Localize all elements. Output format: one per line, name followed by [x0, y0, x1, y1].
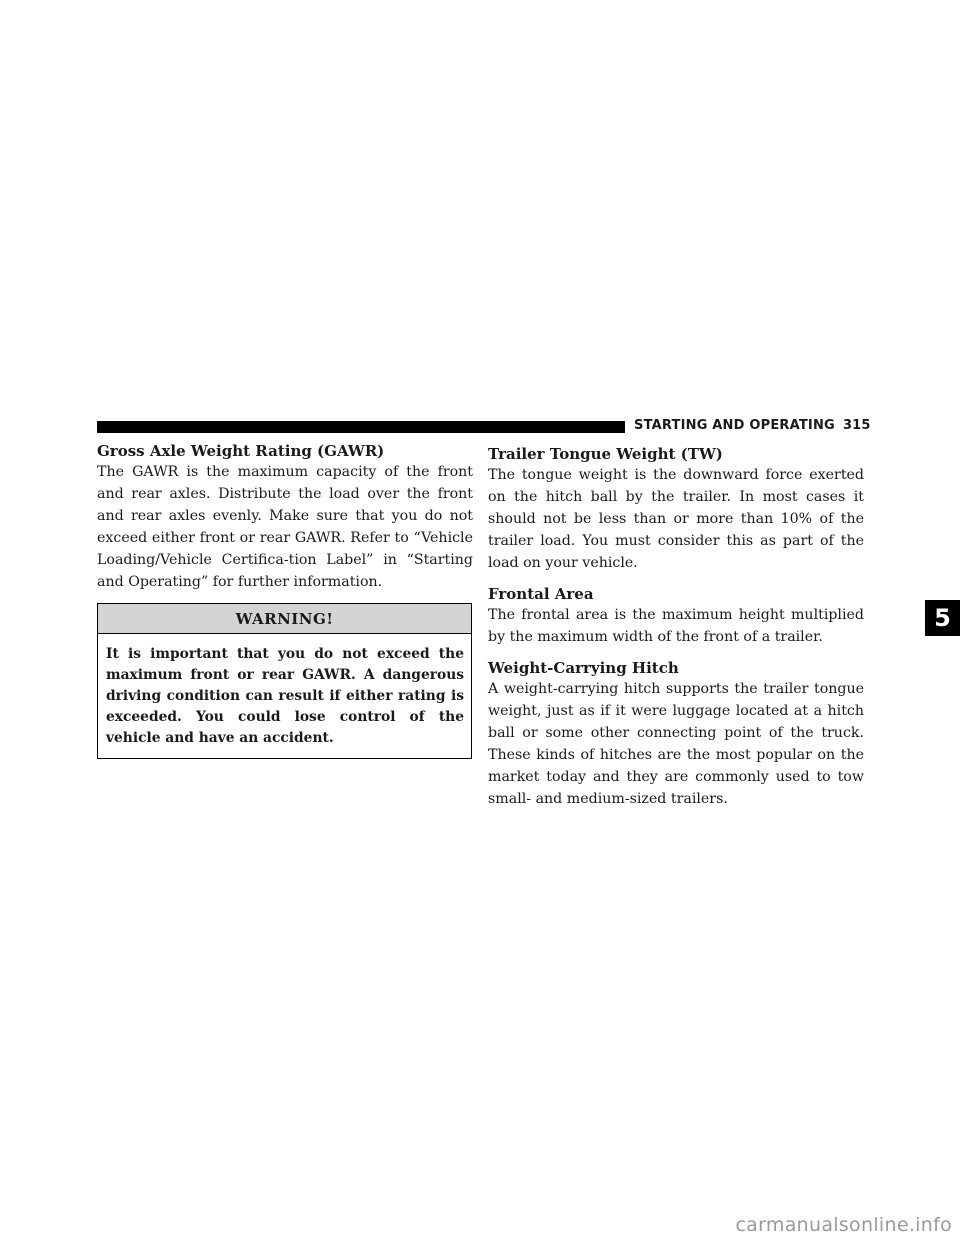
tongue-weight-heading: Trailer Tongue Weight (TW)	[488, 445, 723, 463]
watermark: carmanualsonline.info	[735, 1214, 952, 1236]
gawr-heading: Gross Axle Weight Rating (GAWR)	[97, 442, 385, 460]
chapter-tab[interactable]: 5	[925, 600, 960, 636]
weight-carrying-hitch-body: A weight-carrying hitch supports the trailer tongue weight, just as if it were luggage located at a hitch ball or some other connecting point of the truck. These kinds of hitches are the most popular on the market today and they are commonly used to tow small- and medium-sized trailers.	[488, 681, 864, 807]
page-number: 315	[842, 418, 871, 433]
tongue-weight-body: The tongue weight is the downward force exerted on the hitch ball by the trailer. In most cases it should not be less than or more than 10% of the trailer load. You must consider this as part of the load on your vehicle.	[488, 467, 864, 571]
weight-carrying-hitch-heading: Weight-Carrying Hitch	[488, 659, 679, 677]
tongue-weight-section	[488, 444, 864, 574]
frontal-area-section	[488, 584, 864, 648]
right-column	[488, 444, 864, 820]
header-rule	[97, 421, 625, 433]
gawr-body: The GAWR is the maximum capacity of the front and rear axles. Distribute the load over the front and rear axles evenly. Make sure that you do not exceed either front or rear GAWR. Refer to “Vehicle Loading/Vehicle Certifica-tion Label” in “Starting and Operating” for further information.	[97, 464, 473, 590]
left-column	[97, 441, 473, 759]
weight-carrying-hitch-section	[488, 658, 864, 810]
section-title: STARTING AND OPERATING	[634, 418, 835, 433]
warning-body: It is important that you do not exceed the maximum front or rear GAWR. A dangerous driving condition can result if either rating is exceeded. You could lose control of the vehicle and have an accident.	[106, 646, 464, 746]
running-header	[634, 418, 871, 433]
frontal-area-body: The frontal area is the maximum height multiplied by the maximum width of the front of a trailer.	[488, 607, 864, 645]
warning-box	[97, 603, 472, 759]
warning-title: WARNING!	[98, 604, 471, 634]
frontal-area-heading: Frontal Area	[488, 585, 594, 603]
gawr-section	[97, 441, 473, 593]
